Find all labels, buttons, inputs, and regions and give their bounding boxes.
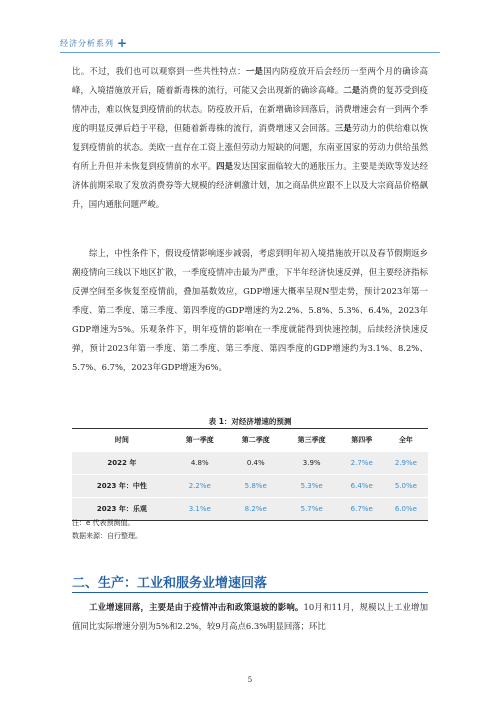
table-caption: 表 1：对经济增速的预测 [208,417,292,426]
section-heading: 二、生产：工业和服务业增速回落 [72,576,268,591]
table-cell: 2.7%e [340,452,384,475]
table-cell: 5.0%e [384,475,428,498]
row-label: 2023 年：中性 [72,475,172,498]
table-cell: 4.8% [172,452,228,475]
table-cell: 5.7%e [284,498,340,521]
table-header-row [72,429,428,452]
table-cell: 5.3%e [284,475,340,498]
table-cell: 2.2%e [172,475,228,498]
section-divider [72,592,428,593]
header-divider [60,52,440,53]
paragraph-common-features: 比。不过，我们也可以观察到一些共性特点：一是国内防疫放开后会经历一至两个月的确诊高峰，入境措施放开后，随着新毒株的流行，可能又会出现新的确诊高峰。二是消费的复苏受到疫情冲击，难以恢复到疫情前的状态。防疫放开后，在新增确诊回落后，消费增速会有一到两个季度的明显反弹后趋于平稳，但随着新毒株的流行，消费增速又会回落。三是劳动力的供给难以恢复到疫情前的状态。美欧一直存在工资上涨但劳动力短缺的问题，东南亚国家的劳动力供给虽然有所上升但并未恢复到疫情前的水平。四是发达国家面临较大的通胀压力。主要是美欧等发达经济体前期采取了发放消费券等大规模的经济刺激计划，加之商品供应跟不上以及大宗商品价格飙升，国内通胀问题严峻。 [72,66,429,209]
paragraph-industry: 工业增速回落，主要是由于疫情冲击和政策退坡的影响。10月和11月，规模以上工业增加值同比实际增速分别为5%和2.2%，较9月高点6.3%明显回落；环比 [72,602,428,631]
paragraph-summary: 综上，中性条件下，假设疫情影响逐步减弱，考虑到明年初入境措施放开以及春节假期返乡潮疫情向三线以下地区扩散，一季度疫情冲击最为严重，下半年经济快速反弹，但主要经济指标反弹空间至多恢复至疫情前，叠加基数效应，GDP增速大概率呈现N型走势，预计2023年第一季度、第二季度、第三季度、第四季度的GDP增速约为2.2%、5.8%、5.3%、6.4%，2023年GDP增速为5%。乐观条件下，明年疫情的影响在一季度就能得到快速控制，后续经济快速反弹，预计2023年第一季度、第二季度、第三季度、第四季度的GDP增速约为3.1%、8.2%、5.7%、6.7%，2023年GDP增速为6%。 [72,248,428,372]
row-label: 2023 年：乐观 [72,498,172,521]
table-cell: 6.0%e [384,498,428,521]
table-cell: 6.7%e [340,498,384,521]
col-header: 第一季度 [185,436,214,444]
series-title: 经济分析系列 [60,38,114,48]
table-cell: 3.1%e [172,498,228,521]
gdp-forecast-table [72,428,428,521]
row-label: 2022 年 [72,452,172,475]
page-number: 5 [247,676,253,684]
col-header: 第三季度 [297,436,326,444]
series-header [60,36,128,50]
table-cell: 8.2%e [228,498,284,521]
table-cell: 3.9% [284,452,340,475]
table-cell: 0.4% [228,452,284,475]
table-cell: 5.8%e [228,475,284,498]
data-source-note: 数据来源：自行整理。 [72,532,142,540]
col-header: 时间 [114,436,129,444]
col-header: 全年 [398,436,413,444]
col-header: 第二季度 [241,436,270,444]
table-cell: 6.4%e [340,475,384,498]
table-row [72,452,428,475]
plus-icon: + [117,36,129,50]
table-note: 注：e 代表预测值。 [72,519,135,527]
col-header: 第四季 [351,436,373,444]
table-cell: 2.9%e [384,452,428,475]
table-row [72,475,428,498]
